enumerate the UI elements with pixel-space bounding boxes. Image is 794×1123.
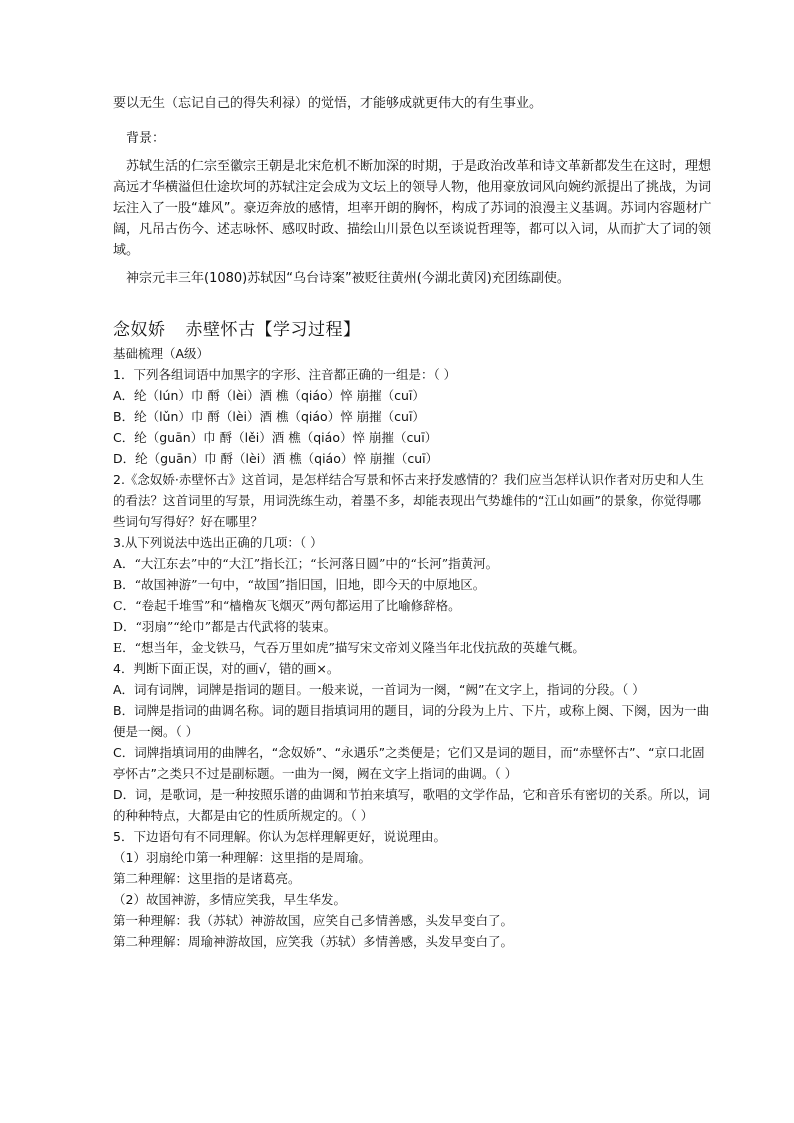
question-1-option-c: C．纶（guān）巾 酹（lěi）酒 樵（qiáo）悴 崩摧（cuī）	[113, 430, 438, 445]
question-3-option-e: E．“想当年，金戈铁马，气吞万里如虎”描写宋文帝刘义隆当年北伐抗敌的英雄气概。	[113, 640, 585, 655]
question-4-stem: 4．判断下面正误，对的画√，错的画×。	[113, 661, 340, 676]
background-paragraph-2: 神宗元丰三年(1080)苏轼因“乌台诗案”被贬往黄州(今湖北黄冈)充团练副使。	[126, 271, 570, 286]
question-5-line: （1）羽扇纶巾第一种理解：这里指的是周瑜。	[113, 850, 371, 865]
question-5-line: 第二种理解：这里指的是诸葛亮。	[113, 871, 301, 886]
lesson-title	[113, 317, 713, 343]
question-3-option-c: C．“卷起千堆雪”和“樯橹灰飞烟灭”两句都运用了比喻修辞格。	[113, 598, 461, 613]
question-3-option-d: D．“羽扇”“纶巾”都是古代武将的装束。	[113, 619, 337, 634]
background-paragraph-1: 苏轼生活的仁宗至徽宗王朝是北宋危机不断加深的时期，于是政治改革和诗文革新都发生在这时，理想高远才华横溢但仕途坎坷的苏轼注定会成为文坛上的领导人物，他用豪放词风向婉约派提出了挑战，为词坛注入了一股“雄风”。豪迈奔放的感情，坦率开朗的胸怀，构成了苏词的浪漫主义基调。苏词内容题材广阔，凡吊古伤今、述志咏怀、感叹时政、描绘山川景色以至谈说哲理等，都可以入词，从而扩大了词的领域。	[113, 159, 712, 258]
question-4-item-b: B．词牌是指词的曲调名称。词的题目指填词用的题目，词的分段为上片、下片，或称上阕、下阕，因为一曲便是一阕。（ ）	[113, 703, 710, 739]
question-1-option-a: A．纶（lún）巾 酹（lèi）酒 樵（qiáo）悴 崩摧（cuī）	[113, 388, 425, 403]
intro-line: 要以无生（忘记自己的得失利禄）的觉悟，才能够成就更伟大的有生事业。	[113, 96, 543, 111]
question-3-option-a: A．“大江东去”中的“大江”指长江；“长河落日圆”中的“长河”指黄河。	[113, 556, 499, 571]
question-1-option-b: B．纶（lǔn）巾 酹（lèi）酒 樵（qiáo）悴 崩摧（cuī）	[113, 409, 425, 424]
question-2: 2.《念奴娇·赤壁怀古》这首词，是怎样结合写景和怀古来抒发感情的？我们应当怎样认识作者对历史和人生的看法？这首词里的写景，用词洗练生动，着墨不多，却能表现出气势雄伟的“江山如画”的景象，你觉得哪些词句写得好？好在哪里？	[113, 472, 704, 529]
question-5-stem: 5．下边语句有不同理解。你认为怎样理解更好，说说理由。	[113, 829, 446, 844]
question-3-option-b: B．“故国神游”一句中，“故国”指旧国，旧地，即今天的中原地区。	[113, 577, 486, 592]
background-heading: 背景：	[126, 131, 166, 146]
question-3-stem: 3.从下列说法中选出正确的几项：（ ）	[113, 535, 323, 550]
lesson-title-part1: 念奴娇	[113, 320, 166, 340]
question-5-line: 第一种理解：我（苏轼）神游故国，应笑自己多情善感，头发早变白了。	[113, 913, 514, 928]
question-4-item-a: A．词有词牌，词牌是指词的题目。一般来说，一首词为一阕，“阙”在文字上，指词的分段。（ ）	[113, 682, 645, 697]
section-label: 基础梳理（A级）	[113, 346, 210, 361]
question-1-stem: 1．下列各组词语中加黑字的字形、注音都正确的一组是：（ ）	[113, 367, 457, 382]
question-1-option-d: D．纶（guān）巾 酹（lèi）酒 樵（qiáo）悴 崩摧（cuī）	[113, 451, 439, 466]
question-5-line: （2）故国神游，多情应笑我，早生华发。	[113, 892, 346, 907]
document-page	[113, 93, 713, 952]
question-4-item-d: D．词，是歌词，是一种按照乐谱的曲调和节拍来填写，歌唱的文学作品，它和音乐有密切的关系。所以，词的种种特点，大都是由它的性质所规定的。（ ）	[113, 787, 711, 823]
question-5-line: 第二种理解：周瑜神游故国，应笑我（苏轼）多情善感，头发早变白了。	[113, 934, 514, 949]
lesson-title-part2: 赤壁怀古【学习过程】	[185, 320, 361, 340]
question-4-item-c: C．词牌指填词用的曲牌名，“念奴娇”、“永遇乐”之类便是；它们又是词的题目，而“赤壁怀古”、“京口北固亭怀古”之类只不过是副标题。一曲为一阕，阙在文字上指词的曲调。（ ）	[113, 745, 705, 781]
